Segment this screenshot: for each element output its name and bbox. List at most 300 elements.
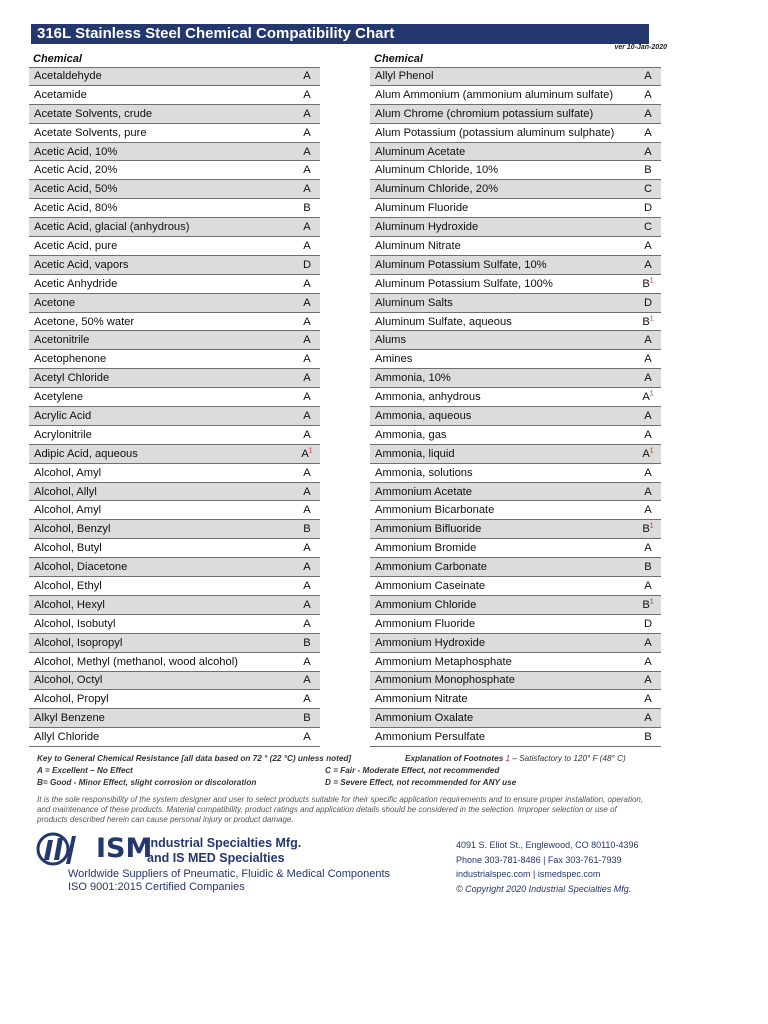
rating-letter: A (644, 712, 652, 725)
rating-letter: A (303, 372, 311, 385)
rating-key (37, 753, 697, 789)
compatibility-rating (300, 221, 314, 233)
rating-letter: A (303, 485, 311, 498)
compatibility-rating (641, 259, 655, 271)
chemical-name: Aluminum Hydroxide (375, 221, 479, 234)
chemical-name: Ammonium Oxalate (375, 712, 474, 725)
table-row (370, 520, 661, 539)
compatibility-rating (300, 146, 314, 158)
compatibility-rating (300, 202, 314, 214)
table-row (370, 388, 661, 407)
chemical-name: Acetophenone (34, 353, 107, 366)
contact-info (456, 838, 638, 896)
rating-letter: A (303, 88, 311, 101)
compatibility-rating (641, 637, 655, 649)
table-row (370, 672, 661, 691)
company-name (147, 836, 301, 866)
rating-letter: B (303, 636, 311, 649)
compatibility-rating (300, 580, 314, 592)
table-row (370, 105, 661, 124)
rating-letter: A (303, 579, 311, 592)
compatibility-rating (300, 656, 314, 668)
chemical-name: Acrylic Acid (34, 409, 92, 422)
right-column (370, 52, 661, 747)
chemical-name: Alcohol, Hexyl (34, 598, 105, 611)
compatibility-rating (300, 467, 314, 479)
table-row (29, 124, 320, 143)
rating-letter: A (303, 277, 311, 290)
compatibility-rating (300, 240, 314, 252)
rating-letter: A (303, 315, 311, 328)
column-heading: Chemical (374, 53, 423, 65)
compatibility-rating (300, 448, 314, 460)
rating-letter: A (303, 126, 311, 139)
key-heading: Key to General Chemical Resistance [all data based on 72 ° (22 °C) unless noted] (37, 754, 352, 763)
rating-letter: B (642, 598, 650, 611)
phone-fax: Phone 303-781-8486 | Fax 303-761-7939 (456, 854, 622, 865)
table-row (370, 653, 661, 672)
chemical-name: Aluminum Potassium Sulfate, 10% (375, 258, 547, 271)
chemical-name: Ammonia, aqueous (375, 409, 472, 422)
table-row (370, 501, 661, 520)
table-row (370, 218, 661, 237)
compatibility-rating (641, 561, 655, 573)
chemical-name: Ammonia, 10% (375, 372, 451, 385)
table-row (29, 105, 320, 124)
rating-letter: D (643, 202, 653, 215)
chemical-name: Ammonium Acetate (375, 485, 472, 498)
table-row (29, 407, 320, 426)
key-d: D = Severe Effect, not recommended for ANY use (325, 778, 517, 787)
table-row (370, 237, 661, 256)
rating-letter: D (302, 258, 312, 271)
copyright: © Copyright 2020 Industrial Specialties Mfg. (456, 883, 632, 894)
version-label: ver 10-Jan-2020 (614, 44, 667, 51)
chemical-name: Aluminum Nitrate (375, 239, 461, 252)
table-row (370, 464, 661, 483)
table-row (370, 256, 661, 275)
rating-letter: A (644, 409, 652, 422)
footnote-marker: 1 (308, 447, 313, 455)
compatibility-rating (641, 523, 655, 535)
rating-letter: A (303, 428, 311, 441)
table-row (29, 653, 320, 672)
compatibility-rating (300, 410, 314, 422)
chemical-name: Alcohol, Butyl (34, 542, 102, 555)
footnote-marker: 1 (649, 314, 654, 322)
chemical-name: Ammonium Bromide (375, 542, 477, 555)
chemical-name: Acetaldehyde (34, 70, 102, 83)
footnote-explanation (405, 753, 626, 765)
rating-letter: B (644, 731, 652, 744)
chemical-name: Alcohol, Allyl (34, 485, 97, 498)
rating-letter: A (644, 239, 652, 252)
rating-letter: B (644, 561, 652, 574)
chemical-name: Ammonium Bifluoride (375, 523, 482, 536)
rating-letter: A (644, 334, 652, 347)
table-row (370, 426, 661, 445)
compatibility-rating (300, 127, 314, 139)
footnote-heading: Explanation of Footnotes (405, 754, 504, 763)
chemical-name: Ammonium Monophosphate (375, 674, 515, 687)
company-tagline (68, 868, 390, 894)
table-row (29, 388, 320, 407)
compatibility-rating (300, 297, 314, 309)
compatibility-rating (300, 164, 314, 176)
table-row (370, 369, 661, 388)
iso-certification: ISO 9001:2015 Certified Companies (68, 881, 245, 893)
table-row (370, 690, 661, 709)
table-row (370, 558, 661, 577)
compatibility-rating (641, 656, 655, 668)
address: 4091 S. Eliot St., Englewood, CO 80110-4396 (456, 840, 639, 850)
chemical-name: Aluminum Sulfate, aqueous (375, 315, 512, 328)
rating-letter: A (303, 598, 311, 611)
chemical-name: Acetone (34, 296, 76, 309)
compatibility-rating (641, 70, 655, 82)
compatibility-rating (300, 731, 314, 743)
compatibility-rating (300, 637, 314, 649)
rating-letter: B (642, 277, 650, 290)
table-row (370, 577, 661, 596)
chemical-name: Aluminum Chloride, 20% (375, 183, 499, 196)
compatibility-rating (641, 618, 655, 630)
compatibility-rating (300, 523, 314, 535)
table-row (29, 483, 320, 502)
company-name-line1: Industrial Specialties Mfg. (147, 836, 302, 850)
chemical-name: Acrylonitrile (34, 428, 92, 441)
rating-letter: A (303, 693, 311, 706)
table-row (370, 709, 661, 728)
rating-letter: A (644, 542, 652, 555)
rating-letter: A (642, 447, 650, 460)
compatibility-rating (641, 429, 655, 441)
chemical-name: Acetamide (34, 88, 87, 101)
rating-letter: A (644, 579, 652, 592)
chemical-name: Acetylene (34, 391, 84, 404)
compatibility-rating (641, 599, 655, 611)
chemical-name: Ammonia, gas (375, 428, 447, 441)
chemical-name: Alcohol, Amyl (34, 466, 102, 479)
rating-letter: D (643, 296, 653, 309)
table-row (29, 445, 320, 464)
chemical-name: Acetic Acid, 20% (34, 164, 118, 177)
compatibility-rating (300, 561, 314, 573)
table-row (29, 331, 320, 350)
footnote-marker: 1 (649, 447, 654, 455)
compatibility-rating (641, 297, 655, 309)
chemical-name: Acetate Solvents, crude (34, 107, 153, 120)
compatibility-rating (300, 183, 314, 195)
chemical-name: Acetic Acid, 10% (34, 145, 118, 158)
chemical-name: Alum Potassium (potassium aluminum sulphate) (375, 126, 615, 139)
chemical-name: Ammonium Hydroxide (375, 636, 486, 649)
table-row (29, 634, 320, 653)
rating-letter: A (644, 466, 652, 479)
table-row (29, 161, 320, 180)
rating-letter: A (303, 391, 311, 404)
chemical-name: Alcohol, Diacetone (34, 561, 128, 574)
table-row (29, 558, 320, 577)
key-a: A = Excellent – No Effect (37, 766, 133, 775)
table-row (29, 577, 320, 596)
footnote-marker: 1 (649, 277, 654, 284)
table-row (29, 539, 320, 558)
key-b: B= Good - Minor Effect, slight corrosion or discoloration (37, 778, 257, 787)
table-row (29, 67, 320, 86)
compatibility-rating (300, 89, 314, 101)
chemical-name: Allyl Phenol (375, 70, 434, 83)
chemical-name: Alcohol, Propyl (34, 693, 109, 706)
rating-letter: A (303, 107, 311, 120)
rating-letter: A (303, 296, 311, 309)
compatibility-rating (641, 486, 655, 498)
compatibility-rating (300, 429, 314, 441)
rating-letter: C (643, 221, 653, 234)
ism-logo (36, 832, 153, 866)
logo-mark-icon (36, 832, 94, 866)
table-row (29, 86, 320, 105)
compatibility-rating (300, 316, 314, 328)
footnote-marker: 1 (649, 598, 654, 606)
table-row (370, 143, 661, 162)
compatibility-rating (641, 127, 655, 139)
chemical-name: Alcohol, Ethyl (34, 579, 102, 592)
table-row (370, 407, 661, 426)
compatibility-rating (641, 353, 655, 365)
chemical-name: Acetic Acid, vapors (34, 258, 129, 271)
table-row (370, 313, 661, 332)
compatibility-rating (641, 334, 655, 346)
compatibility-rating (641, 240, 655, 252)
compatibility-rating (641, 712, 655, 724)
rating-letter: A (303, 674, 311, 687)
rating-letter: A (644, 107, 652, 120)
chemical-name: Acetic Acid, pure (34, 239, 118, 252)
rating-letter: A (303, 655, 311, 668)
compatibility-rating (300, 542, 314, 554)
chemical-table (370, 67, 661, 747)
chemical-name: Ammonium Caseinate (375, 579, 486, 592)
compatibility-rating (641, 542, 655, 554)
table-row (29, 313, 320, 332)
chemical-name: Alcohol, Benzyl (34, 523, 111, 536)
chemical-table (29, 67, 320, 747)
table-row (370, 615, 661, 634)
compatibility-rating (641, 580, 655, 592)
compatibility-rating (641, 146, 655, 158)
rating-letter: A (644, 145, 652, 158)
chemical-name: Ammonium Chloride (375, 598, 477, 611)
rating-letter: A (644, 372, 652, 385)
tagline-text: Worldwide Suppliers of Pneumatic, Fluidic & Medical Components (68, 868, 390, 880)
compatibility-rating (641, 448, 655, 460)
compatibility-rating (641, 221, 655, 233)
rating-letter: A (303, 617, 311, 630)
compatibility-rating (641, 674, 655, 686)
footnote-marker: 1 (649, 522, 654, 530)
rating-letter: B (642, 523, 650, 536)
compatibility-rating (641, 410, 655, 422)
chemical-name: Acetic Anhydride (34, 277, 118, 290)
compatibility-rating (641, 504, 655, 516)
key-c: C = Fair - Moderate Effect, not recommended (325, 766, 500, 775)
table-row (29, 369, 320, 388)
rating-letter: A (303, 409, 311, 422)
table-row (29, 615, 320, 634)
chemical-name: Aluminum Potassium Sulfate, 100% (375, 277, 553, 290)
table-row (370, 483, 661, 502)
table-row (29, 426, 320, 445)
chemical-name: Ammonium Persulfate (375, 731, 486, 744)
rating-letter: A (644, 485, 652, 498)
compatibility-rating (300, 372, 314, 384)
table-row (29, 728, 320, 747)
rating-letter: A (644, 693, 652, 706)
table-row (370, 539, 661, 558)
table-row (29, 596, 320, 615)
table-row (29, 350, 320, 369)
rating-letter: A (303, 504, 311, 517)
rating-letter: A (303, 561, 311, 574)
rating-letter: A (644, 636, 652, 649)
table-row (29, 294, 320, 313)
table-row (29, 180, 320, 199)
table-row (29, 256, 320, 275)
chemical-name: Ammonium Nitrate (375, 693, 468, 706)
rating-letter: A (303, 731, 311, 744)
table-row (370, 596, 661, 615)
chemical-name: Alums (375, 334, 407, 347)
table-row (370, 728, 661, 747)
compatibility-rating (300, 693, 314, 705)
chemical-name: Acetic Acid, 50% (34, 183, 118, 196)
compatibility-rating (300, 278, 314, 290)
rating-letter: A (644, 428, 652, 441)
chemical-name: Alcohol, Methyl (methanol, wood alcohol) (34, 655, 238, 668)
compatibility-rating (641, 183, 655, 195)
compatibility-rating (300, 70, 314, 82)
rating-letter: A (642, 391, 650, 404)
chemical-name: Ammonium Metaphosphate (375, 655, 512, 668)
column-heading: Chemical (33, 53, 82, 65)
compatibility-rating (641, 391, 655, 403)
compatibility-rating (641, 693, 655, 705)
table-row (29, 143, 320, 162)
compatibility-rating (641, 372, 655, 384)
compatibility-rating (641, 89, 655, 101)
table-row (370, 331, 661, 350)
table-row (29, 690, 320, 709)
rating-letter: A (644, 353, 652, 366)
table-row (29, 672, 320, 691)
compatibility-rating (300, 108, 314, 120)
rating-letter: A (303, 353, 311, 366)
rating-letter: A (644, 126, 652, 139)
chemical-name: Aluminum Fluoride (375, 202, 469, 215)
disclaimer: It is the sole responsibility of the system designer and user to select products suitable for their specific application requirements and to ensure proper installation, operation, and maintenance of these products. Material compatibility, product ratings and application details should be considered in the selection. Improper selection or use of products described herein can cause personal injury or product damage. (37, 795, 644, 824)
chemical-name: Alcohol, Isobutyl (34, 617, 116, 630)
chemical-name: Acetone, 50% water (34, 315, 135, 328)
chemical-name: Alcohol, Isopropyl (34, 636, 123, 649)
footnote-number: 1 (505, 754, 511, 763)
logo-text: ISM (96, 833, 153, 864)
table-row (29, 709, 320, 728)
compatibility-rating (300, 334, 314, 346)
rating-letter: A (644, 258, 652, 271)
table-row (370, 180, 661, 199)
table-row (370, 634, 661, 653)
rating-letter: A (303, 239, 311, 252)
chart-title: 316L Stainless Steel Chemical Compatibility Chart (31, 24, 649, 44)
table-row (370, 445, 661, 464)
chemical-name: Allyl Chloride (34, 731, 100, 744)
chemical-name: Acetonitrile (34, 334, 90, 347)
table-row (370, 161, 661, 180)
rating-letter: A (303, 145, 311, 158)
rating-letter: A (303, 542, 311, 555)
chemical-name: Ammonia, anhydrous (375, 391, 481, 404)
rating-letter: B (644, 164, 652, 177)
chemical-name: Aluminum Acetate (375, 145, 466, 158)
rating-letter: A (644, 70, 652, 83)
table-row (29, 501, 320, 520)
table-row (29, 464, 320, 483)
chemical-name: Amines (375, 353, 413, 366)
chemical-name: Adipic Acid, aqueous (34, 447, 138, 460)
chemical-name: Acetic Acid, 80% (34, 202, 118, 215)
compatibility-rating (300, 504, 314, 516)
chemical-name: Ammonium Bicarbonate (375, 504, 495, 517)
footnote-marker: 1 (649, 390, 654, 398)
rating-letter: B (303, 202, 311, 215)
rating-letter: A (644, 674, 652, 687)
table-row (370, 67, 661, 86)
chemical-name: Ammonia, solutions (375, 466, 473, 479)
compatibility-rating (300, 391, 314, 403)
compatibility-rating (300, 674, 314, 686)
chemical-name: Alum Ammonium (ammonium aluminum sulfate) (375, 88, 614, 101)
compatibility-rating (641, 316, 655, 328)
compatibility-rating (300, 618, 314, 630)
compatibility-rating (300, 599, 314, 611)
compatibility-rating (300, 259, 314, 271)
table-row (370, 199, 661, 218)
chemical-name: Acetic Acid, glacial (anhydrous) (34, 221, 190, 234)
table-row (370, 124, 661, 143)
table-row (29, 237, 320, 256)
chemical-name: Aluminum Chloride, 10% (375, 164, 499, 177)
rating-letter: A (303, 334, 311, 347)
website-links[interactable]: industrialspec.com | ismedspec.com (456, 869, 601, 879)
rating-letter: A (301, 447, 309, 460)
company-name-line2: and IS MED Specialties (147, 851, 285, 865)
footnote-text: – Satisfactory to 120° F (48° C) (510, 754, 626, 763)
rating-letter: A (303, 466, 311, 479)
table-row (370, 86, 661, 105)
chemical-name: Ammonia, liquid (375, 447, 455, 460)
compatibility-rating (300, 712, 314, 724)
rating-letter: A (303, 70, 311, 83)
chemical-name: Alcohol, Octyl (34, 674, 103, 687)
table-row (370, 294, 661, 313)
table-row (29, 275, 320, 294)
rating-letter: B (303, 523, 311, 536)
rating-letter: B (303, 712, 311, 725)
compatibility-rating (641, 278, 655, 290)
table-row (29, 199, 320, 218)
chemical-name: Acetate Solvents, pure (34, 126, 147, 139)
